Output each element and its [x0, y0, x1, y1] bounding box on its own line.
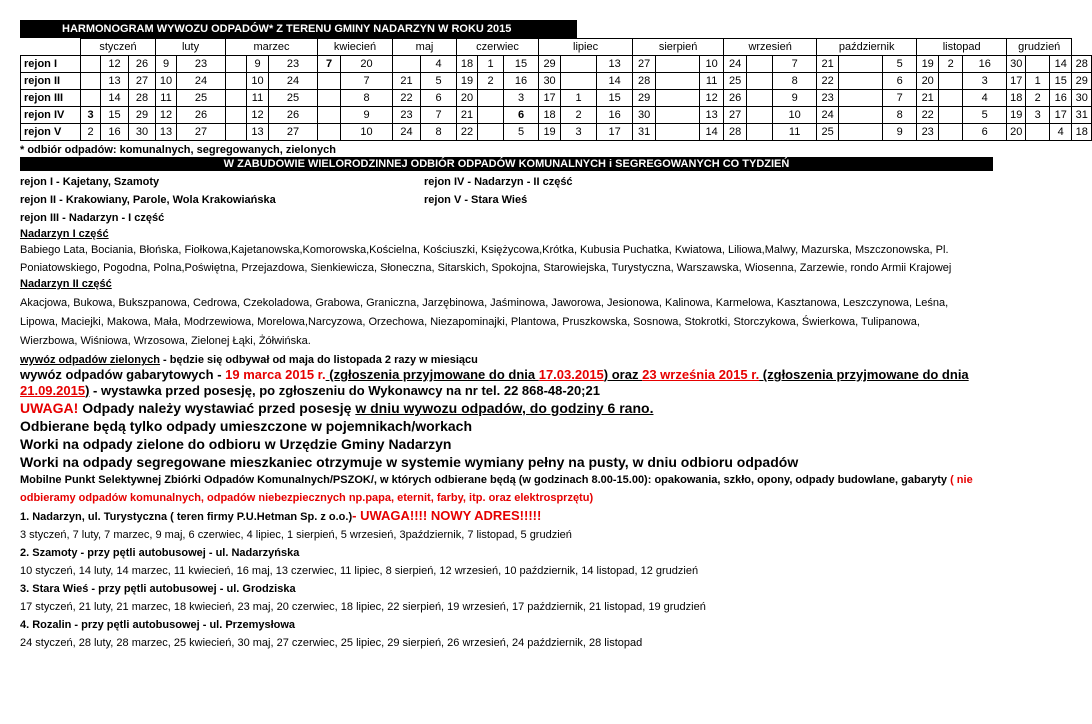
date-cell [318, 90, 341, 107]
date-cell: 13 [700, 107, 724, 124]
month-header: październik [817, 39, 917, 56]
date-cell: 19 [457, 73, 478, 90]
date-cell: 4 [1050, 124, 1072, 141]
date-cell [318, 107, 341, 124]
date-cell: 25 [269, 90, 318, 107]
date-cell [939, 73, 963, 90]
region-2: rejon II - Krakowiany, Parole, Wola Krakowiańska [20, 194, 276, 206]
date-cell: 24 [724, 56, 747, 73]
region-5: rejon V - Stara Wieś [424, 194, 528, 206]
month-header: czerwiec [457, 39, 539, 56]
date-cell [839, 124, 883, 141]
date-cell: 27 [633, 56, 656, 73]
date-cell: 7 [773, 56, 817, 73]
date-cell: 22 [393, 90, 421, 107]
date-cell: 14 [101, 90, 129, 107]
warning-line: UWAGA! Odpady należy wystawiać przed posesję w dniu wywozu odpadów, do godziny 6 rano. [20, 400, 654, 416]
region-name: rejon V [21, 124, 81, 141]
date-cell [478, 107, 504, 124]
date-cell: 15 [1050, 73, 1072, 90]
date-cell: 9 [773, 90, 817, 107]
date-cell: 9 [247, 56, 269, 73]
date-cell: 16 [1050, 90, 1072, 107]
pszok-locations [20, 507, 995, 652]
date-cell: 21 [457, 107, 478, 124]
date-cell: 22 [917, 107, 939, 124]
month-header: marzec [226, 39, 318, 56]
month-header: styczeń [81, 39, 156, 56]
date-cell: 6 [421, 90, 457, 107]
region-name: rejon IV [21, 107, 81, 124]
date-cell: 6 [963, 124, 1007, 141]
date-cell: 17 [539, 90, 561, 107]
date-cell: 1 [1026, 73, 1050, 90]
info-green-bags: Worki na odpady zielone do odbioru w Urzędzie Gminy Nadarzyn [20, 436, 452, 452]
date-cell: 10 [247, 73, 269, 90]
date-cell: 10 [773, 107, 817, 124]
location-title: 2. Szamoty - przy pętli autobusowej - ul. Nadarzyńska [20, 547, 300, 559]
date-cell [318, 124, 341, 141]
date-cell: 4 [963, 90, 1007, 107]
date-cell: 30 [539, 73, 561, 90]
month-header: grudzień [1007, 39, 1072, 56]
date-cell: 10 [700, 56, 724, 73]
date-cell [747, 73, 773, 90]
date-cell: 2 [81, 124, 101, 141]
date-cell [226, 90, 247, 107]
date-cell: 14 [1050, 56, 1072, 73]
date-cell [393, 56, 421, 73]
date-cell [318, 73, 341, 90]
date-cell: 13 [597, 56, 633, 73]
date-cell [226, 56, 247, 73]
date-cell [656, 73, 700, 90]
date-cell: 17 [1050, 107, 1072, 124]
date-cell: 17 [1007, 73, 1026, 90]
date-cell: 20 [917, 73, 939, 90]
date-cell [839, 73, 883, 90]
date-cell [939, 90, 963, 107]
region-row [21, 107, 1092, 124]
date-cell: 3 [1026, 107, 1050, 124]
date-cell [561, 73, 597, 90]
region-row [21, 124, 1092, 141]
date-cell: 11 [700, 73, 724, 90]
date-cell [747, 107, 773, 124]
date-cell: 14 [700, 124, 724, 141]
date-cell [656, 124, 700, 141]
date-cell [747, 90, 773, 107]
date-cell: 4 [421, 56, 457, 73]
location-dates: 24 styczeń, 28 luty, 28 marzec, 25 kwiecień, 30 maj, 27 czerwiec, 25 lipiec, 29 sierpień, 26 wrzesień, 24 październik, 28 listopad [20, 637, 643, 649]
date-cell: 28 [724, 124, 747, 141]
date-cell: 22 [457, 124, 478, 141]
date-cell: 24 [393, 124, 421, 141]
date-cell: 5 [963, 107, 1007, 124]
date-cell: 18 [1007, 90, 1026, 107]
date-cell [656, 56, 700, 73]
date-cell: 2 [1026, 90, 1050, 107]
date-cell: 20 [341, 56, 393, 73]
date-cell: 11 [773, 124, 817, 141]
date-cell: 11 [247, 90, 269, 107]
month-header: kwiecień [318, 39, 393, 56]
nadarzyn-2-streets: Akacjowa, Bukowa, Bukszpanowa, Cedrowa, Czekoladowa, Grabowa, Graniczna, Jarzębinowa, Jaśminowa, Jaworowa, Jesionowa, Kalinowa, Karmelowa, Kasztanowa, Leszczynowa, Leśna, Lipowa, Maciejki, Makowa, Mała, Modrzewiowa, Morelowa,Narcyzowa, Orzechowa, Niezapominajki, Plantowa, Pruszkowska, Sosnowa, Stokrotki, Storczykowa, Świerkowa, Tulipanowa, Wierzbowa, Wiśniowa, Wrzosowa, Zielonej Łąki, Żółwińska. [20, 297, 949, 347]
date-cell: 20 [457, 90, 478, 107]
green-waste-info: wywóz odpadów zielonych - będzie się odbywał od maja do listopada 2 razy w miesiącu [20, 354, 478, 366]
date-cell: 8 [421, 124, 457, 141]
location-title: 4. Rozalin - przy pętli autobusowej - ul. Przemysłowa [20, 619, 296, 631]
date-cell: 23 [817, 90, 839, 107]
date-cell: 26 [269, 107, 318, 124]
date-cell: 8 [773, 73, 817, 90]
date-cell [226, 73, 247, 90]
date-cell: 20 [1007, 124, 1026, 141]
region-row [21, 90, 1092, 107]
date-cell: 23 [177, 56, 226, 73]
region-4-5 [424, 173, 573, 209]
date-cell: 5 [421, 73, 457, 90]
date-cell: 2 [561, 107, 597, 124]
date-cell: 2 [478, 73, 504, 90]
date-cell: 30 [633, 107, 656, 124]
date-cell: 15 [597, 90, 633, 107]
date-cell: 27 [177, 124, 226, 141]
date-cell [1026, 124, 1050, 141]
date-cell: 9 [341, 107, 393, 124]
date-cell: 25 [177, 90, 226, 107]
date-cell [226, 124, 247, 141]
date-cell: 19 [539, 124, 561, 141]
date-cell: 5 [883, 56, 917, 73]
date-cell: 26 [129, 56, 156, 73]
date-cell: 6 [504, 107, 539, 124]
date-cell [478, 90, 504, 107]
date-cell: 10 [156, 73, 177, 90]
date-cell: 31 [1072, 107, 1092, 124]
region-name: rejon II [21, 73, 81, 90]
date-cell: 16 [101, 124, 129, 141]
date-cell: 13 [247, 124, 269, 141]
date-cell: 18 [457, 56, 478, 73]
date-cell: 1 [561, 90, 597, 107]
date-cell [747, 124, 773, 141]
date-cell: 19 [917, 56, 939, 73]
document-page [20, 20, 1088, 652]
date-cell: 3 [81, 107, 101, 124]
info-segregated-bags: Worki na odpady segregowane mieszkaniec otrzymuje w systemie wymiany pełny na pusty, w dniu odbioru odpadów [20, 454, 799, 470]
date-cell [747, 56, 773, 73]
schedule-table [20, 38, 1092, 141]
date-cell: 1 [478, 56, 504, 73]
date-cell: 23 [269, 56, 318, 73]
date-cell: 13 [101, 73, 129, 90]
pszok-info: Mobilne Punkt Selektywnej Zbiórki Odpadów Komunalnych/PSZOK/, w których odbierane będą (w godzinach 8.00-15.00): opakowania, szkło, opony, odpady budowlane, gabaryty ( nie odbieramy odpadów komunalnych, odpadów niebezpiecznych np.papa, eternit, farby, itp. oraz elektrosprzętu) [20, 474, 973, 504]
date-cell: 29 [129, 107, 156, 124]
date-cell: 7 [421, 107, 457, 124]
date-cell: 28 [1072, 56, 1092, 73]
date-cell: 16 [963, 56, 1007, 73]
month-header: listopad [917, 39, 1007, 56]
date-cell: 23 [393, 107, 421, 124]
date-cell: 15 [504, 56, 539, 73]
date-cell: 27 [129, 73, 156, 90]
location-dates: 3 styczeń, 7 luty, 7 marzec, 9 maj, 6 czerwiec, 4 lipiec, 1 sierpień, 5 wrzesień, 3październik, 7 listopad, 5 grudzień [20, 529, 572, 541]
date-cell: 3 [504, 90, 539, 107]
location-title: 3. Stara Wieś - przy pętli autobusowej - ul. Grodziska [20, 583, 296, 595]
date-cell: 16 [597, 107, 633, 124]
weekly-banner: W ZABUDOWIE WIELORODZINNEJ ODBIÓR ODPADÓW KOMUNALNYCH i SEGREGOWANYCH CO TYDZIEŃ [20, 157, 993, 171]
date-cell: 28 [129, 90, 156, 107]
date-cell: 18 [1072, 124, 1092, 141]
date-cell: 8 [341, 90, 393, 107]
info-containers: Odbierane będą tylko odpady umieszczone w pojemnikach/workach [20, 418, 473, 434]
date-cell: 25 [724, 73, 747, 90]
date-cell: 12 [101, 56, 129, 73]
region-4: rejon IV - Nadarzyn - II część [424, 176, 573, 188]
date-cell: 29 [633, 90, 656, 107]
month-header: wrzesień [724, 39, 817, 56]
date-cell: 5 [504, 124, 539, 141]
region-row [21, 73, 1092, 90]
date-cell: 7 [883, 90, 917, 107]
date-cell: 12 [700, 90, 724, 107]
month-header: lipiec [539, 39, 633, 56]
regions-list [20, 173, 995, 227]
region-name: rejon III [21, 90, 81, 107]
date-cell: 30 [1072, 90, 1092, 107]
date-cell: 7 [318, 56, 341, 73]
date-cell: 7 [341, 73, 393, 90]
date-cell: 21 [917, 90, 939, 107]
date-cell: 15 [101, 107, 129, 124]
date-cell: 9 [883, 124, 917, 141]
date-cell: 16 [504, 73, 539, 90]
date-cell: 27 [724, 107, 747, 124]
date-cell: 25 [817, 124, 839, 141]
date-cell: 3 [963, 73, 1007, 90]
date-cell: 24 [177, 73, 226, 90]
schedule-title: HARMONOGRAM WYWOZU ODPADÓW* Z TERENU GMINY NADARZYN W ROKU 2015 [20, 20, 577, 38]
date-cell: 26 [724, 90, 747, 107]
date-cell: 10 [341, 124, 393, 141]
date-cell: 18 [539, 107, 561, 124]
date-cell: 12 [156, 107, 177, 124]
date-cell: 26 [177, 107, 226, 124]
region-1: rejon I - Kajetany, Szamoty [20, 176, 160, 188]
date-cell: 21 [393, 73, 421, 90]
bulky-waste-info: wywóz odpadów gabarytowych - 19 marca 2015 r. (zgłoszenia przyjmowane do dnia 17.03.2015) oraz 23 września 2015 r. (zgłoszenia przyjmowane do dnia 21.09.2015) - wystawka przed posesję, po zgłoszeniu do Wykonawcy na nr tel. 22 868-48-20;21 [20, 367, 969, 398]
nadarzyn-1-streets: Babiego Lata, Bociania, Błońska, Fiołkowa,Kajetanowska,Komorowska,Kościelna, Kościuszki, Księżycowa,Krótka, Kubusia Puchatka, Kwiatowa, Liliowa,Malwy, Mazurska, Mszczonowska, Pl. Poniatowskiego, Pogodna, Polna,Poświętna, Przejazdowa, Sienkiewicza, Słoneczna, Sitarskich, Spokojna, Starowiejska, Turystyczna, Warszawska, Wiosenna, Zarzewie, rondo Armii Krajowej [20, 244, 952, 274]
date-cell [939, 124, 963, 141]
date-cell: 12 [247, 107, 269, 124]
date-cell: 19 [1007, 107, 1026, 124]
date-cell [839, 90, 883, 107]
month-header: maj [393, 39, 457, 56]
date-cell: 28 [633, 73, 656, 90]
date-cell: 24 [817, 107, 839, 124]
date-cell: 22 [817, 73, 839, 90]
date-cell: 2 [939, 56, 963, 73]
date-cell [226, 107, 247, 124]
date-cell: 27 [269, 124, 318, 141]
date-cell [478, 124, 504, 141]
date-cell: 14 [597, 73, 633, 90]
date-cell: 31 [633, 124, 656, 141]
nadarzyn-1-heading: Nadarzyn I część [20, 228, 109, 240]
month-header: luty [156, 39, 226, 56]
date-cell: 30 [1007, 56, 1026, 73]
date-cell [656, 107, 700, 124]
region-row [21, 56, 1092, 73]
date-cell: 11 [156, 90, 177, 107]
location-dates: 17 styczeń, 21 luty, 21 marzec, 18 kwiecień, 23 maj, 20 czerwiec, 18 lipiec, 22 sierpień, 19 wrzesień, 17 październik, 21 listopad, 19 grudzień [20, 601, 706, 613]
date-cell: 29 [1072, 73, 1092, 90]
date-cell [939, 107, 963, 124]
date-cell [839, 56, 883, 73]
date-cell: 24 [269, 73, 318, 90]
date-cell [81, 73, 101, 90]
nadarzyn-2-heading: Nadarzyn II część [20, 278, 112, 290]
footnote: * odbiór odpadów: komunalnych, segregowanych, zielonych [20, 144, 336, 156]
date-cell: 21 [817, 56, 839, 73]
date-cell: 9 [156, 56, 177, 73]
date-cell: 17 [597, 124, 633, 141]
date-cell: 29 [539, 56, 561, 73]
region-3: rejon III - Nadarzyn - I część [20, 212, 165, 224]
date-cell: 8 [883, 107, 917, 124]
date-cell [839, 107, 883, 124]
date-cell: 13 [156, 124, 177, 141]
date-cell: 6 [883, 73, 917, 90]
date-cell: 30 [129, 124, 156, 141]
date-cell [81, 56, 101, 73]
date-cell: 3 [561, 124, 597, 141]
month-header: sierpień [633, 39, 724, 56]
date-cell [561, 56, 597, 73]
date-cell [1026, 56, 1050, 73]
date-cell: 23 [917, 124, 939, 141]
location-title: 1. Nadarzyn, ul. Turystyczna ( teren firmy P.U.Hetman Sp. z o.o.)- UWAGA!!!! NOWY ADRES!!!!! [20, 508, 542, 523]
date-cell [656, 90, 700, 107]
months-header-row [21, 39, 1092, 56]
date-cell [81, 90, 101, 107]
location-dates: 10 styczeń, 14 luty, 14 marzec, 11 kwiecień, 16 maj, 13 czerwiec, 11 lipiec, 8 sierpień, 12 wrzesień, 10 październik, 14 listopad, 12 grudzień [20, 565, 699, 577]
region-name: rejon I [21, 56, 81, 73]
